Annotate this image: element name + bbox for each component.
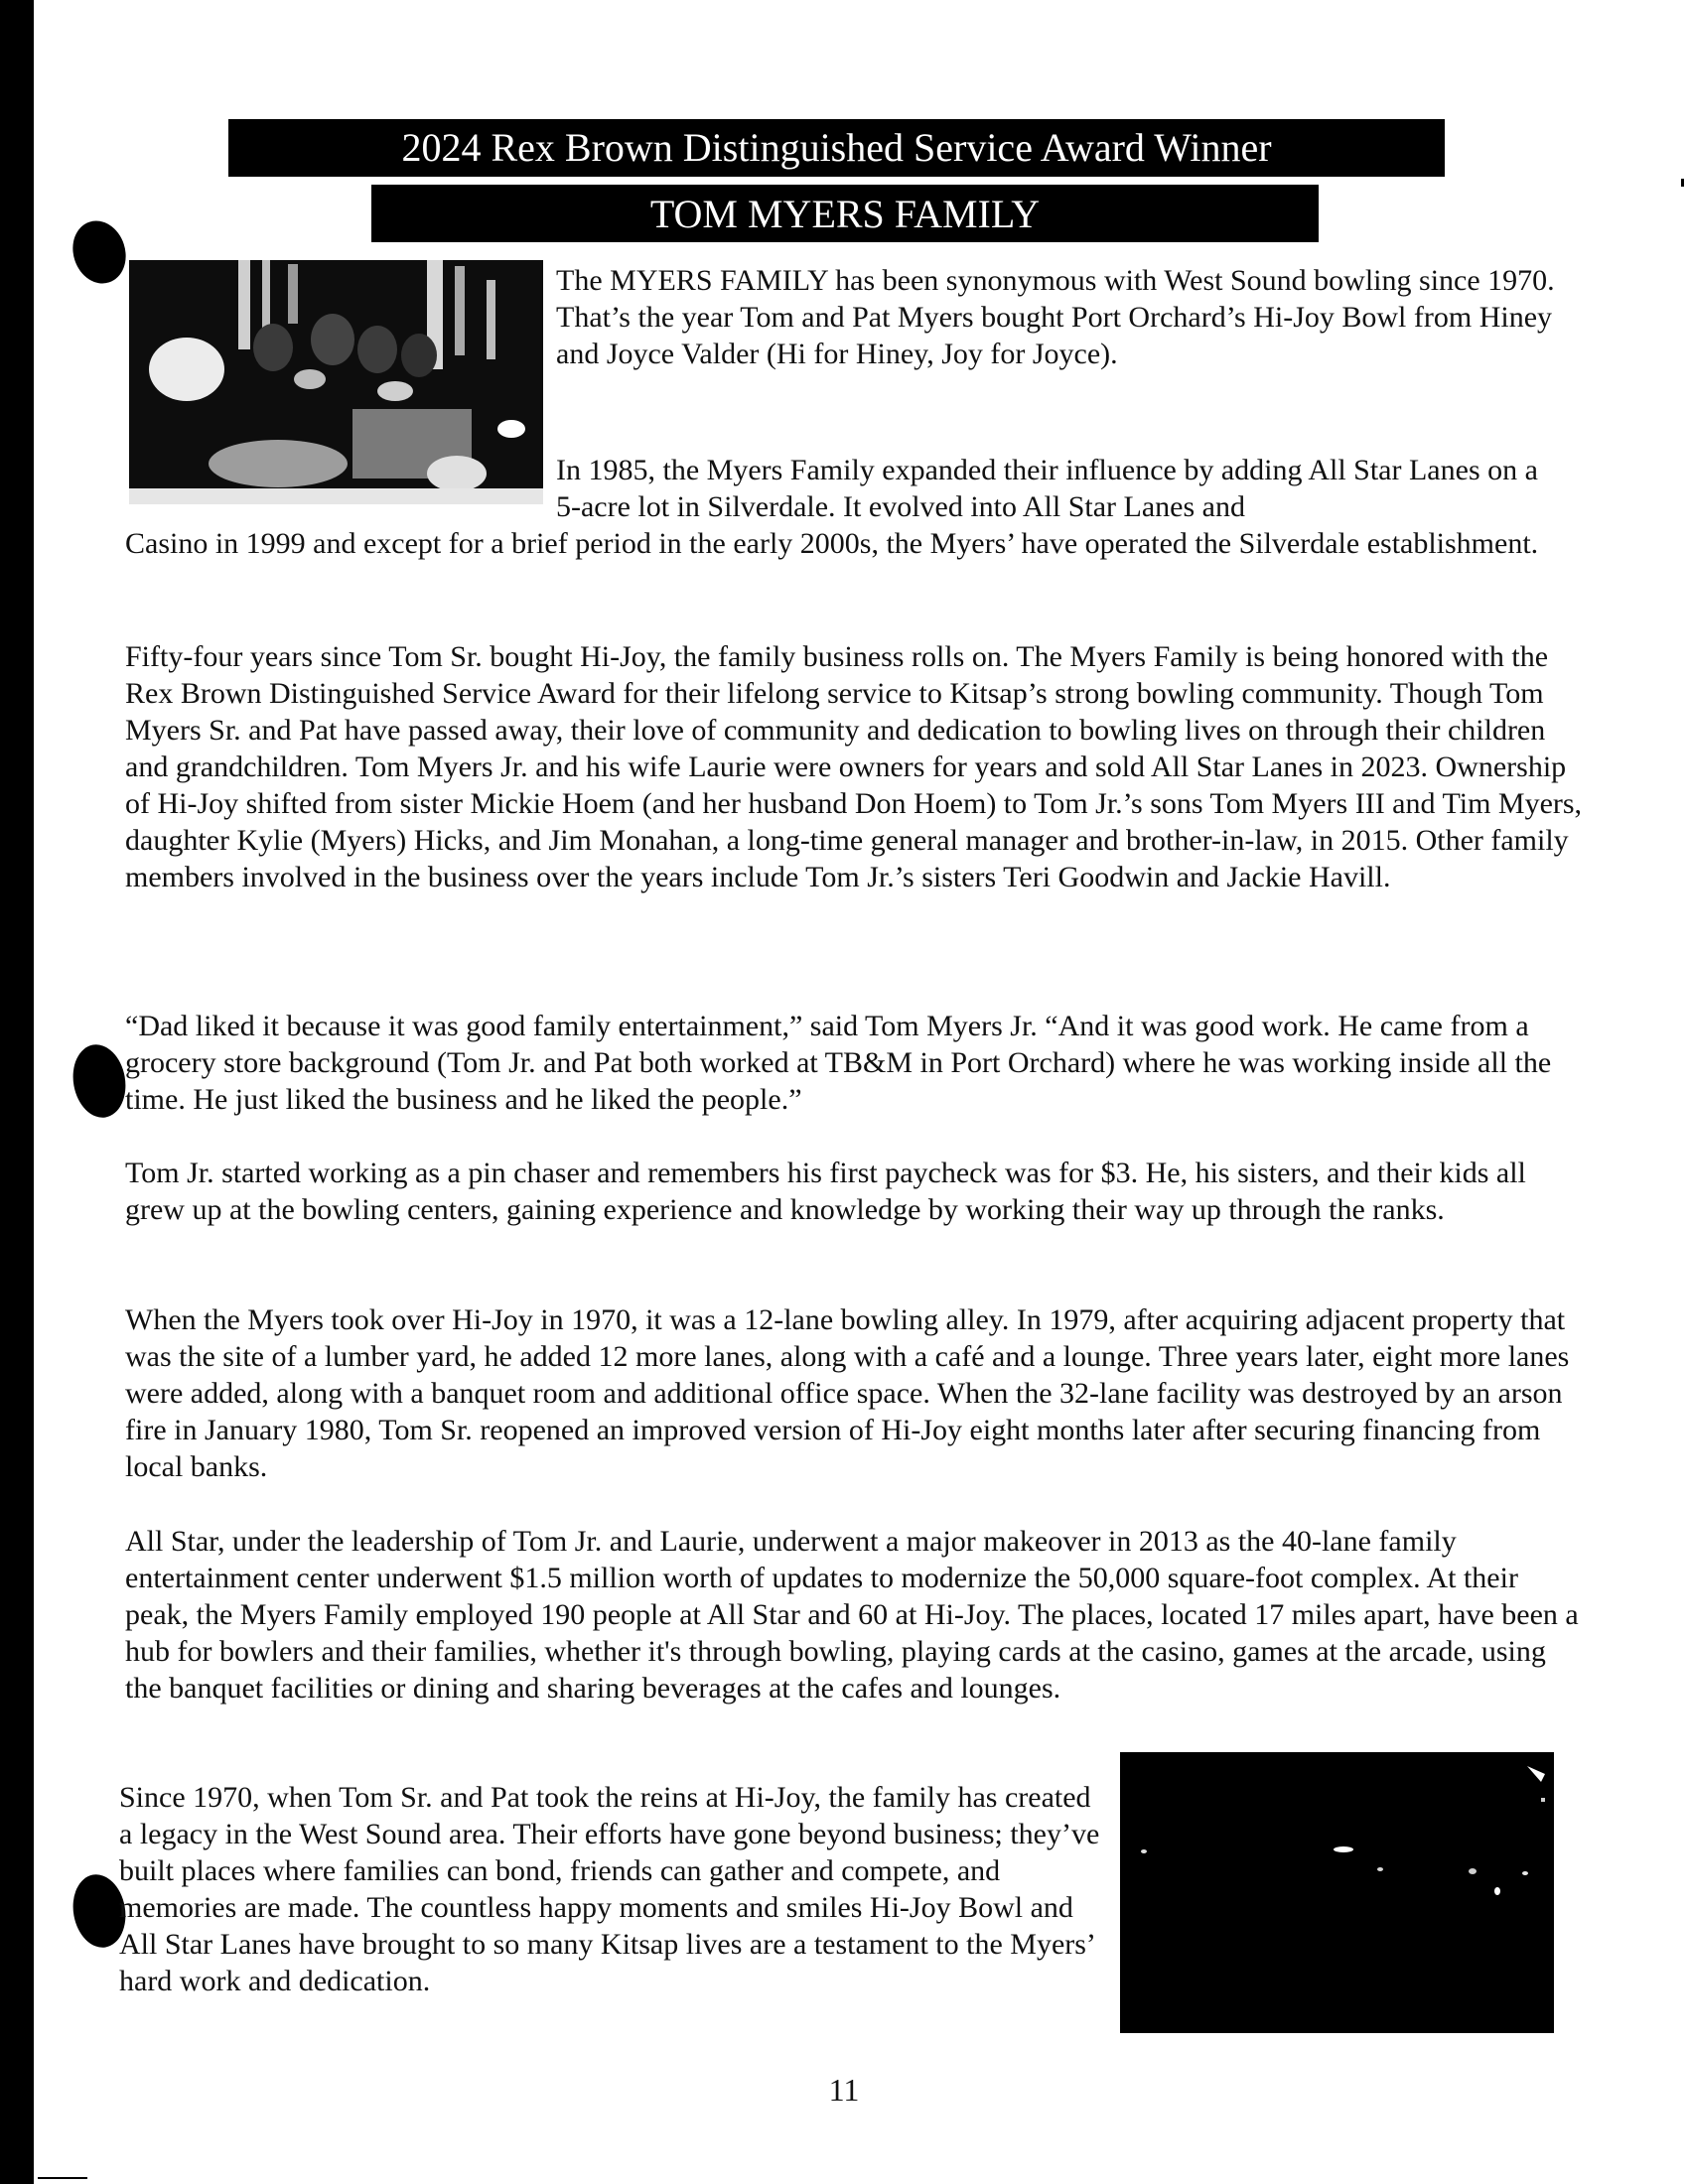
scan-edge-shadow — [0, 0, 34, 2184]
family-name-banner: TOM MYERS FAMILY — [371, 185, 1319, 242]
legacy-paragraph — [119, 1779, 1107, 1999]
quote-paragraph — [125, 1008, 1585, 1118]
family-group-photo — [129, 260, 543, 504]
bowling-center-photo — [1120, 1752, 1554, 2033]
award-title-banner: 2024 Rex Brown Distinguished Service Award Winner — [228, 119, 1445, 177]
intro-paragraph — [556, 262, 1569, 372]
scan-footer-mark — [38, 2177, 87, 2179]
scan-edge-mark — [1681, 179, 1684, 187]
silverdale-paragraph-continued — [125, 525, 1575, 562]
page-number: 11 — [828, 2072, 860, 2108]
intro-paragraph-text: The MYERS FAMILY has been synonymous with West Sound bowling since 1970. That’s the year Tom and Pat Myers bought Port Orchard’s Hi-Joy Bowl from Hiney and Joyce Valder (Hi for Hiney, Joy for Joyce). — [556, 264, 1555, 370]
silverdale-paragraph-text-a: In 1985, the Myers Family expanded their influence by adding All Star Lanes on a 5-acre lot in Silverdale. It evolved into All Star Lanes and — [556, 454, 1538, 523]
award-paragraph — [125, 638, 1585, 895]
makeover-paragraph — [125, 1523, 1585, 1706]
binder-hole-middle — [68, 1040, 131, 1122]
quote-paragraph-text: “Dad liked it because it was good family entertainment,” said Tom Myers Jr. “And it was good work. He came from a grocery store background (Tom Jr. and Pat both worked at TB&M in Port Orchard) where he was working inside all the time. He just liked the business and he liked the people.” — [125, 1010, 1552, 1116]
binder-hole-top — [65, 214, 133, 291]
silverdale-paragraph-text-b: Casino in 1999 and except for a brief period in the early 2000s, the Myers’ have operated the Silverdale establishment. — [125, 527, 1539, 560]
history-paragraph — [125, 1301, 1585, 1485]
pin-chaser-paragraph-text: Tom Jr. started working as a pin chaser and remembers his first paycheck was for $3. He, his sisters, and their kids all grew up at the bowling centers, gaining experience and knowledge by working their way up through the ranks. — [125, 1157, 1526, 1226]
award-paragraph-text: Fifty-four years since Tom Sr. bought Hi-Joy, the family business rolls on. The Myers Family is being honored with the Rex Brown Distinguished Service Award for their lifelong service to Kitsap’s strong bowling community. Though Tom Myers Sr. and Pat have passed away, their love of community and dedication to bowling lives on through their children and grandchildren. Tom Myers Jr. and his wife Laurie were owners for years and sold All Star Lanes in 2023. Ownership of Hi-Joy shifted from sister Mickie Hoem (and her husband Don Hoem) to Tom Jr.’s sons Tom Myers III and Tim Myers, daughter Kylie (Myers) Hicks, and Jim Monahan, a long-time general manager and brother-in-law, in 2015. Other family members involved in the business over the years include Tom Jr.’s sisters Teri Goodwin and Jackie Havill. — [125, 640, 1583, 893]
makeover-paragraph-text: All Star, under the leadership of Tom Jr. and Laurie, underwent a major makeover in 2013 as the 40-lane family entertainment center underwent $1.5 million worth of updates to modernize the 50,000 square-foot complex. At their peak, the Myers Family employed 190 people at All Star and 60 at Hi-Joy. The places, located 17 miles apart, have been a hub for bowlers and their families, whether it's through bowling, playing cards at the casino, games at the arcade, using the banquet facilities or dining and sharing beverages at the cafes and lounges. — [125, 1525, 1579, 1705]
pin-chaser-paragraph — [125, 1155, 1585, 1228]
legacy-paragraph-text: Since 1970, when Tom Sr. and Pat took the reins at Hi-Joy, the family has created a legacy in the West Sound area. Their efforts have gone beyond business; they’ve built places where families can bond, friends can gather and compete, and memories are made. The countless happy moments and smiles Hi-Joy Bowl and All Star Lanes have brought to so many Kitsap lives are a testament to the Myers’ hard work and dedication. — [119, 1781, 1100, 1997]
silverdale-paragraph-start — [556, 452, 1569, 525]
history-paragraph-text: When the Myers took over Hi-Joy in 1970, it was a 12-lane bowling alley. In 1979, after acquiring adjacent property that was the site of a lumber yard, he added 12 more lanes, along with a café and a lounge. Three years later, eight more lanes were added, along with a banquet room and additional office space. When the 32-lane facility was destroyed by an arson fire in January 1980, Tom Sr. reopened an improved version of Hi-Joy eight months later after securing financing from local banks. — [125, 1303, 1570, 1483]
